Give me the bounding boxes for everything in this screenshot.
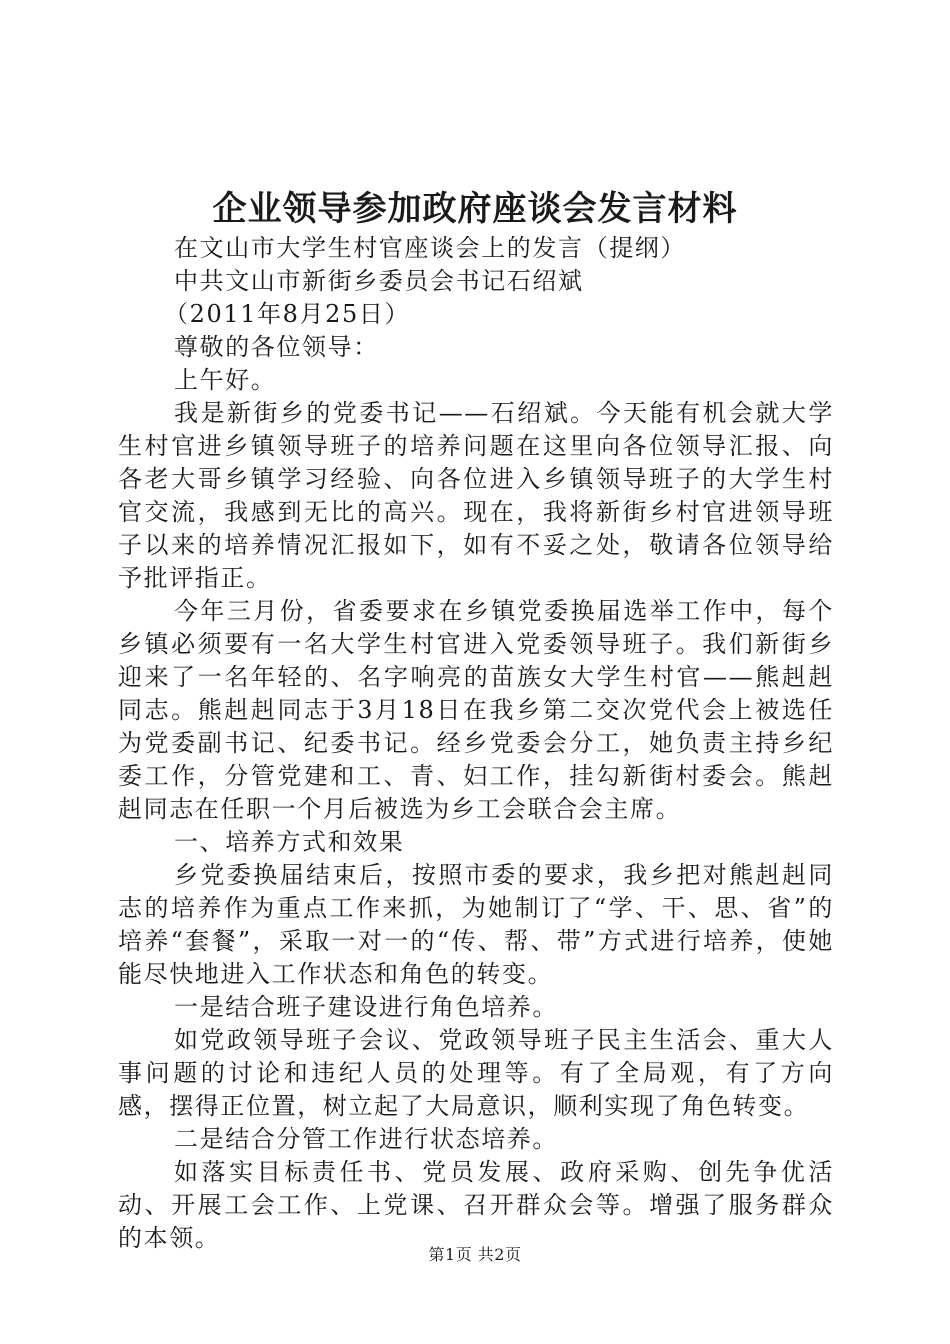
document-body [118,232,834,1255]
paragraph-background: 今年三月份，省委要求在乡镇党委换届选举工作中，每个乡镇必须要有一名大学生村官进入党委领导班子。我们新街乡迎来了一名年轻的、名字响亮的苗族女大学生村官——熊赳赳同志。熊赳赳同志于3月18日在我乡第二交次党代会上被选任为党委副书记、纪委书记。经乡党委会分工，她负责主持乡纪委工作，分管党建和工、青、妇工作，挂勾新街村委会。熊赳赳同志在任职一个月后被选为乡工会联合会主席。 [118,597,834,823]
paragraph-training-plan: 乡党委换届结束后，按照市委的要求，我乡把对熊赳赳同志的培养作为重点工作来抓，为她制订了“学、干、思、省”的培养“套餐”，采取一对一的“传、帮、带”方式进行培养，使她能尽快地进入工作状态和角色的转变。 [118,861,834,988]
paragraph-intro: 我是新街乡的党委书记——石绍斌。今天能有机会就大学生村官进乡镇领导班子的培养问题在这里向各位领导汇报、向各老大哥乡镇学习经验、向各位进入乡镇领导班子的大学生村官交流，我感到无比的高兴。现在，我将新街乡村官进领导班子以来的培养情况汇报如下，如有不妥之处，敬请各位领导给予批评指正。 [118,399,834,592]
speech-date: （2011年8月25日） [164,300,411,328]
subheading-state-training: 二是结合分管工作进行状态培养。 [174,1125,558,1153]
page-footer: 第1页 共2页 [428,1245,522,1264]
speaker-line: 中共文山市新街乡委员会书记石绍斌 [174,267,584,295]
speech-heading: 在文山市大学生村官座谈会上的发言（提纲） [174,234,686,262]
subheading-role-training: 一是结合班子建设进行角色培养。 [174,993,558,1021]
document-title: 企业领导参加政府座谈会发言材料 [212,189,738,229]
section-heading-1: 一、培养方式和效果 [174,828,405,856]
greeting: 上午好。 [174,366,277,394]
salutation: 尊敬的各位领导： [174,333,379,361]
paragraph-state-training: 如落实目标责任书、党员发展、政府采购、创先争优活动、开展工会工作、上党课、召开群众会等。增强了服务群众的本领。 [118,1158,834,1252]
paragraph-role-training: 如党政领导班子会议、党政领导班子民主生活会、重大人事问题的讨论和违纪人员的处理等。有了全局观，有了方向感，摆得正位置，树立起了大局意识，顺利实现了角色转变。 [118,1026,834,1120]
